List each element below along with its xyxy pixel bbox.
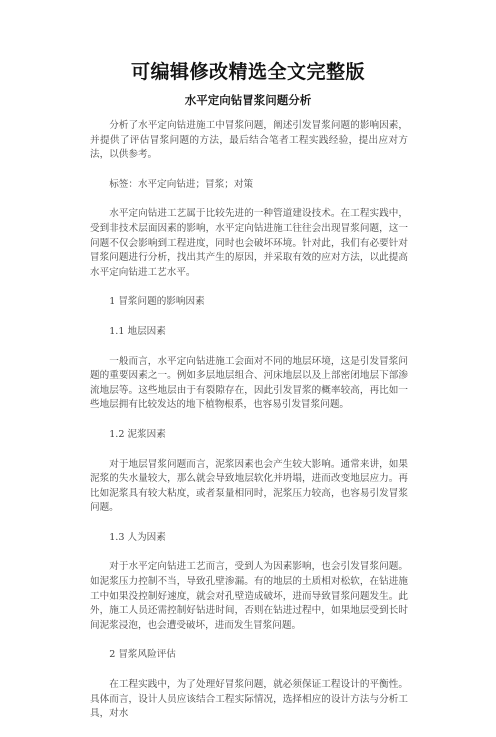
document-header: 可编辑修改精选全文完整版 — [130, 61, 365, 83]
subsection-heading: 1.3 人为因素 — [109, 531, 166, 543]
keywords-line: 标签：水平定向钻进；冒浆；对策 — [109, 178, 254, 190]
subsection-heading: 1.2 泥浆因素 — [109, 428, 166, 440]
document-body — [90, 119, 408, 737]
section-heading: 1 冒浆问题的影响因素 — [109, 296, 205, 308]
body-paragraph: 在工程实践中，为了处理好冒浆问题，就必须保证工程设计的平衡性。具体而言，设计人员应该结合工程实际情况，选择相应的设计方法与分析工具，对水 — [90, 679, 408, 720]
body-paragraph: 对于地层冒浆问题而言，泥浆因素也会产生较大影响。通常来讲，如果泥浆的失水量较大，那么就会导致地层软化并坍塌，进而改变地层应力。再比如泥浆具有较大粘度，或者泵量相同时，泥浆压力较高，也容易引发冒浆问题。 — [90, 458, 408, 514]
body-paragraph: 对于水平定向钻进工艺而言，受到人为因素影响，也会引发冒浆问题。如泥浆压力控制不当，导致孔壁渗漏。有的地层的土质相对松软，在钻进施工中如果没控制好速度，就会对孔壁造成破坏，进而导致冒浆问题发生。此外，施工人员还需控制好钻进时间，否则在钻进过程中，如果地层受到长时间泥浆浸泡，也会遭受破坏，进而发生冒浆问题。 — [90, 561, 408, 631]
subsection-heading: 1.1 地层因素 — [109, 325, 166, 337]
section-heading: 2 冒浆风险评估 — [109, 649, 176, 661]
abstract-paragraph: 分析了水平定向钻进施工中冒浆问题，阐述引发冒浆问题的影响因素，并提供了评估冒浆问题的方法，最后结合笔者工程实践经验，提出应对方法，以供参考。 — [90, 120, 408, 161]
body-paragraph: 一般而言，水平定向钻进施工会面对不同的地层环境，这是引发冒浆问题的重要因素之一。例如多层地层组合、河床地层以及上部密闭地层下部渗流地层等。这些地层由于有裂隙存在，因此引发冒浆的概率较高，再比如一些地层拥有比较发达的地下植物根系，也容易引发冒浆问题。 — [90, 355, 408, 411]
document-title: 水平定向钻冒浆问题分析 — [184, 93, 312, 107]
intro-paragraph: 水平定向钻进工艺属于比较先进的一种管道建设技术。在工程实践中，受到非技术层面因素的影响，水平定向钻进施工往往会出现冒浆问题，这一问题不仅会影响到工程进度，同时也会破坏环境。针对此，我们有必要针对冒浆问题进行分析，找出其产生的原因，并采取有效的应对方法，以此提高水平定向钻进工艺水平。 — [90, 208, 408, 278]
